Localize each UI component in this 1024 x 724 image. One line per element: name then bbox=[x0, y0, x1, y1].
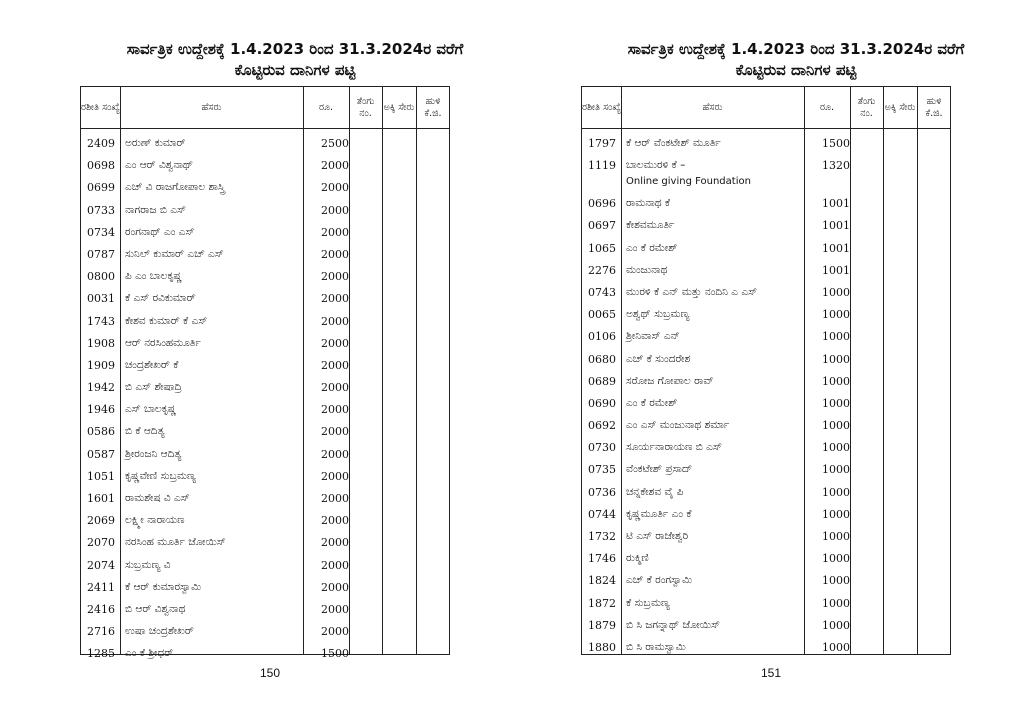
donation-amount: 2000 bbox=[321, 403, 349, 417]
receipt-number: 2416 bbox=[87, 602, 115, 616]
donor-name: ಲಕ್ಷ್ಮೀ ನಾರಾಯಣ bbox=[125, 514, 185, 527]
donor-name-cell bbox=[626, 219, 674, 232]
donor-name: ಅರುಣ್ ಕುಮಾರ್ bbox=[125, 137, 186, 149]
donor-name-cell bbox=[125, 315, 207, 328]
table-row bbox=[81, 467, 449, 489]
donor-name-cell bbox=[626, 641, 686, 654]
donor-name: ಸುನಿಲ್ ಕುಮಾರ್ ಎಚ್ ಎಸ್ bbox=[125, 247, 224, 260]
donation-amount: 1001 bbox=[822, 241, 850, 255]
donor-name: ಚಂದ್ರಶೇಖರ್ ಕೆ bbox=[125, 358, 179, 371]
donor-name-cell bbox=[125, 337, 201, 350]
donor-name-cell bbox=[626, 597, 670, 610]
donor-name-cell bbox=[125, 625, 194, 638]
donor-name-cell bbox=[125, 581, 201, 594]
donation-amount: 1000 bbox=[822, 507, 850, 521]
col-header-name: ಹೆಸರು bbox=[201, 101, 222, 113]
donor-name: ರಂಗನಾಥ್ ಎಂ ಎಸ್ bbox=[125, 225, 195, 238]
donor-name: ಚನ್ನಕೇಶವ ವೈ ಪಿ bbox=[626, 485, 684, 498]
table-row bbox=[81, 644, 449, 666]
donation-amount: 2000 bbox=[321, 203, 349, 217]
donor-name: ಎಂ ಕೆ ರಮೇಶ್ bbox=[626, 396, 678, 409]
receipt-number: 2276 bbox=[588, 263, 616, 277]
donor-name-cell bbox=[125, 292, 196, 305]
receipt-number: 1746 bbox=[588, 552, 616, 566]
page-title-line2: ಕೊಟ್ಟಿರುವ ದಾನಿಗಳ ಪಟ್ಟಿ bbox=[234, 61, 356, 79]
donor-name-cell bbox=[626, 486, 683, 499]
donation-amount: 1000 bbox=[822, 463, 850, 477]
table-row bbox=[582, 239, 950, 261]
donation-amount: 1000 bbox=[822, 352, 850, 366]
receipt-number: 0689 bbox=[588, 374, 616, 388]
table-row bbox=[81, 378, 449, 400]
col-header-rice: ಅಕ್ಕಿ ಸೇರು bbox=[383, 101, 415, 113]
receipt-number: 1824 bbox=[588, 574, 616, 588]
donation-amount: 2000 bbox=[321, 247, 349, 261]
donor-name-cell bbox=[125, 137, 186, 150]
table-row bbox=[582, 216, 950, 238]
donor-name: ಕೃಷ್ಣಮೂರ್ತಿ ಎಂ ಕೆ bbox=[626, 507, 692, 520]
donor-name-cell bbox=[626, 137, 721, 150]
donation-amount: 2000 bbox=[321, 358, 349, 372]
table-row bbox=[582, 134, 950, 156]
donation-amount: 1000 bbox=[822, 596, 850, 610]
donor-name: ಕೃಷ್ಣವೇಣಿ ಸುಬ್ರಮಣ್ಯ bbox=[125, 469, 196, 482]
receipt-number: 1872 bbox=[588, 596, 616, 610]
donor-name: ಸುಬ್ರಮಣ್ಯ ವಿ bbox=[125, 558, 171, 571]
donor-name: ನಾಗರಾಜ ಬಿ ಎಸ್ bbox=[125, 203, 186, 216]
donor-name-cell bbox=[125, 270, 182, 283]
col-header-name: ಹೆಸರು bbox=[702, 101, 723, 113]
donation-amount: 2000 bbox=[321, 558, 349, 572]
receipt-number: 0587 bbox=[87, 447, 115, 461]
donor-name-cell bbox=[626, 508, 691, 521]
donor-name: ಕೇಶವಮೂರ್ತಿ bbox=[626, 219, 675, 232]
receipt-number: 0697 bbox=[588, 219, 616, 233]
donation-amount: 1500 bbox=[321, 647, 349, 661]
table-row bbox=[81, 223, 449, 245]
receipt-number: 1942 bbox=[87, 381, 115, 395]
donor-name-cell bbox=[626, 197, 670, 210]
donor-name: ಪಿ ಎಂ ಬಾಲಕೃಷ್ಣ bbox=[125, 270, 183, 283]
table-row bbox=[582, 305, 950, 327]
donation-amount: 1000 bbox=[822, 618, 850, 632]
donor-name: ಬಾಲಮುರಳಿ ಕೆ – bbox=[626, 159, 686, 172]
donor-name-cell bbox=[626, 353, 690, 366]
table-row bbox=[81, 178, 449, 200]
donor-name: ರಾಮಶೇಷ ವಿ ಎಸ್ bbox=[125, 492, 190, 504]
receipt-number: 1797 bbox=[588, 137, 616, 150]
receipt-number: 0744 bbox=[588, 507, 616, 521]
donor-name-cell bbox=[125, 603, 185, 616]
donor-name: ಬಿ ಸಿ ಜಗನ್ನಾಥ್ ಜೋಯಿಸ್ bbox=[626, 618, 720, 631]
donor-name: ಟಿ ಎಸ್ ರಾಜೇಶ್ವರಿ bbox=[626, 530, 689, 542]
donor-name-cell bbox=[626, 441, 722, 454]
table-row bbox=[582, 394, 950, 416]
donor-name-cell bbox=[125, 559, 170, 572]
donor-name: ಬಿ ಕೆ ಆದಿತ್ಯ bbox=[125, 425, 165, 438]
donor-name: ರುಕ್ಮಿಣಿ bbox=[626, 552, 649, 565]
donation-amount: 1000 bbox=[822, 441, 850, 455]
receipt-number: 0735 bbox=[588, 463, 616, 477]
donor-name-line2: Online giving Foundation bbox=[626, 176, 751, 188]
donor-name: ಸೂರ್ಯನಾರಾಯಣ ಬಿ ಎಸ್ bbox=[626, 441, 722, 454]
donor-name-cell bbox=[125, 403, 176, 416]
table-row bbox=[81, 533, 449, 555]
table-row bbox=[81, 556, 449, 578]
donation-amount: 2000 bbox=[321, 602, 349, 616]
donor-name: ಎಂ ಎಸ್ ಮಂಜುನಾಥ ಶರ್ಮಾ bbox=[626, 419, 730, 432]
receipt-number: 2411 bbox=[87, 580, 115, 594]
donor-name-cell bbox=[626, 330, 680, 343]
table-row bbox=[81, 289, 449, 311]
donor-name-cell bbox=[125, 381, 182, 394]
donation-amount: 2000 bbox=[321, 270, 349, 284]
donation-amount: 1001 bbox=[822, 219, 850, 233]
table-row bbox=[81, 511, 449, 533]
donor-name: ಎಂ ಆರ್ ವಿಶ್ವನಾಥ್ bbox=[125, 159, 194, 172]
donor-name-cell bbox=[125, 647, 173, 660]
page-title-line2: ಕೊಟ್ಟಿರುವ ದಾನಿಗಳ ಪಟ್ಟಿ bbox=[735, 61, 857, 79]
donor-name-cell bbox=[626, 552, 649, 565]
donor-name-cell bbox=[626, 375, 713, 388]
table-row bbox=[81, 600, 449, 622]
table-row bbox=[582, 416, 950, 438]
donation-amount: 1000 bbox=[822, 640, 850, 654]
donor-name: ಮುರಳಿ ಕೆ ಎನ್ ಮತ್ತು ನಂದಿನಿ ಎ ಎಸ್ bbox=[626, 285, 758, 298]
donor-name-cell bbox=[125, 248, 224, 261]
table-row bbox=[81, 445, 449, 467]
donation-amount: 2000 bbox=[321, 580, 349, 594]
donor-name-cell bbox=[125, 181, 225, 194]
donation-amount: 1500 bbox=[822, 137, 850, 150]
receipt-number: 0692 bbox=[588, 419, 616, 433]
table-row bbox=[582, 549, 950, 571]
receipt-number: 0743 bbox=[588, 285, 616, 299]
receipt-number: 0787 bbox=[87, 247, 115, 261]
donor-name-cell bbox=[626, 463, 692, 476]
donor-name: ಅಶ್ವಥ್ ಸುಬ್ರಮಣ್ಯ bbox=[626, 308, 690, 321]
table-row bbox=[582, 638, 950, 660]
table-row bbox=[81, 578, 449, 600]
table-row bbox=[81, 156, 449, 178]
receipt-number: 0586 bbox=[87, 425, 115, 439]
donor-name: ಎಚ್ ಕೆ ಸುಂದರೇಶ bbox=[626, 352, 691, 365]
receipt-number: 2070 bbox=[87, 536, 115, 550]
donor-name-cell bbox=[125, 536, 226, 549]
col-header-amount: ರೂ. bbox=[318, 101, 334, 113]
table-row bbox=[81, 489, 449, 511]
receipt-number: 1051 bbox=[87, 469, 115, 483]
donor-name: ರಾಮನಾಥ ಕೆ bbox=[626, 197, 671, 210]
donation-amount: 2000 bbox=[321, 336, 349, 350]
table-row bbox=[582, 372, 950, 394]
donor-name-cell bbox=[125, 226, 194, 239]
donor-name-cell bbox=[626, 308, 689, 321]
table-rows bbox=[582, 134, 950, 660]
donor-name-cell bbox=[626, 530, 688, 543]
receipt-number: 0031 bbox=[87, 292, 115, 306]
receipt-number: 1601 bbox=[87, 492, 115, 505]
donation-amount: 1000 bbox=[822, 485, 850, 499]
donor-name: ಬಿ ಎಸ್ ಶೇಷಾದ್ರಿ bbox=[125, 381, 182, 394]
col-header-amount: ರೂ. bbox=[819, 101, 835, 113]
table-row bbox=[582, 483, 950, 505]
donation-amount: 2000 bbox=[321, 625, 349, 639]
receipt-number: 1065 bbox=[588, 241, 616, 255]
table-row bbox=[582, 261, 950, 283]
receipt-number: 0106 bbox=[588, 330, 616, 344]
donor-name: ಕೆ ಎಸ್ ರವಿಕುಮಾರ್ bbox=[125, 292, 196, 305]
receipt-number: 1946 bbox=[87, 403, 115, 417]
donor-name: ಶ್ರೀನಿವಾಸ್ ಎನ್ bbox=[626, 330, 680, 343]
table-row bbox=[81, 312, 449, 334]
donor-name-cell bbox=[626, 419, 729, 432]
donor-name-cell bbox=[125, 204, 186, 217]
donation-amount: 1000 bbox=[822, 374, 850, 388]
table-row bbox=[582, 594, 950, 616]
table-row bbox=[582, 350, 950, 372]
col-header-tamarind: ಹುಳಿ ಕೆ.ಜಿ. bbox=[925, 95, 943, 119]
donor-name-cell bbox=[626, 397, 677, 410]
table-row bbox=[582, 571, 950, 593]
table-row bbox=[81, 622, 449, 644]
donation-amount: 2000 bbox=[321, 292, 349, 306]
table-row bbox=[582, 616, 950, 638]
table-row bbox=[81, 267, 449, 289]
receipt-number: 0733 bbox=[87, 203, 115, 217]
page-title-line1: ಸಾರ್ವತ್ರಿಕ ಉದ್ದೇಶಕ್ಕೆ 1.4.2023 ರಿಂದ 31.3.2024ರ ವರೆಗೆ bbox=[126, 40, 464, 58]
donation-amount: 2000 bbox=[321, 447, 349, 461]
page-number: 151 bbox=[760, 666, 782, 680]
table-row bbox=[582, 283, 950, 305]
donation-amount: 1000 bbox=[822, 285, 850, 299]
col-header-receipt: ರಶೀತಿ ಸಂಖ್ಯೆ bbox=[81, 101, 120, 113]
receipt-number: 1908 bbox=[87, 336, 115, 350]
receipt-number: 0698 bbox=[87, 159, 115, 173]
table-row bbox=[582, 438, 950, 460]
donor-name: ಎಚ್ ಕೆ ರಂಗಸ್ವಾಮಿ bbox=[626, 574, 693, 587]
table-row bbox=[81, 245, 449, 267]
donor-name-cell bbox=[626, 159, 751, 187]
donor-name-cell bbox=[125, 514, 185, 527]
donation-amount: 1001 bbox=[822, 197, 850, 211]
donor-name: ಕೆ ಆರ್ ವೆಂಕಟೇಶ್ ಮೂರ್ತಿ bbox=[626, 137, 721, 149]
col-header-receipt: ರಶೀತಿ ಸಂಖ್ಯೆ bbox=[582, 101, 621, 113]
donor-table bbox=[581, 86, 951, 655]
donor-name-cell bbox=[626, 242, 677, 255]
table-row bbox=[81, 334, 449, 356]
donation-amount: 2000 bbox=[321, 159, 349, 173]
donor-name-cell bbox=[626, 619, 720, 632]
donor-name: ಸರೋಜ ಗೋಪಾಲ ರಾವ್ bbox=[626, 374, 714, 387]
receipt-number: 2409 bbox=[87, 137, 115, 150]
table-row bbox=[582, 327, 950, 349]
receipt-number: 1119 bbox=[588, 159, 616, 173]
receipt-number: 2069 bbox=[87, 514, 115, 528]
donor-name: ಬಿ ಸಿ ರಾಮಸ್ವಾಮಿ bbox=[626, 640, 686, 653]
receipt-number: 1743 bbox=[87, 314, 115, 328]
receipt-number: 2716 bbox=[87, 625, 115, 639]
donor-name: ಬಿ ಆರ್ ವಿಶ್ವನಾಥ bbox=[125, 602, 186, 615]
table-row bbox=[582, 156, 950, 194]
donor-name-cell bbox=[125, 359, 178, 372]
donor-name: ಕೆ ಆರ್ ಕುಮಾರಸ್ವಾಮಿ bbox=[125, 580, 202, 593]
donation-amount: 1000 bbox=[822, 530, 850, 543]
donation-amount: 1001 bbox=[822, 263, 850, 277]
donor-name: ವೆಂಕಟೇಶ್ ಪ್ರಸಾದ್ bbox=[626, 463, 693, 476]
receipt-number: 0696 bbox=[588, 197, 616, 211]
donor-name-cell bbox=[125, 425, 165, 438]
donor-name-cell bbox=[626, 264, 667, 277]
donor-name: ನರಸಿಂಹ ಮೂರ್ತಿ ಜೋಯಿಸ್ bbox=[125, 536, 226, 549]
table-row bbox=[81, 134, 449, 156]
col-header-coconut: ತೆಂಗು ನಂ. bbox=[857, 95, 876, 119]
receipt-number: 0734 bbox=[87, 225, 115, 239]
donation-amount: 2000 bbox=[321, 425, 349, 439]
donation-amount: 1000 bbox=[822, 574, 850, 588]
donor-name: ಮಂಜುನಾಥ bbox=[626, 263, 668, 276]
donation-amount: 2000 bbox=[321, 514, 349, 528]
col-header-rice: ಅಕ್ಕಿ ಸೇರು bbox=[884, 101, 916, 113]
donation-amount: 1000 bbox=[822, 308, 850, 322]
donation-amount: 2000 bbox=[321, 225, 349, 239]
donation-amount: 1000 bbox=[822, 552, 850, 566]
page-number: 150 bbox=[259, 666, 281, 680]
donor-name-cell bbox=[125, 492, 190, 505]
receipt-number: 1285 bbox=[87, 647, 115, 661]
receipt-number: 0699 bbox=[87, 181, 115, 195]
donation-amount: 2000 bbox=[321, 492, 349, 505]
receipt-number: 1880 bbox=[588, 640, 616, 654]
donation-amount: 2000 bbox=[321, 469, 349, 483]
donor-table bbox=[80, 86, 450, 661]
donor-name: ಎಂ ಕೆ ರಮೇಶ್ bbox=[626, 241, 678, 254]
table-row bbox=[81, 422, 449, 444]
page-title-line1: ಸಾರ್ವತ್ರಿಕ ಉದ್ದೇಶಕ್ಕೆ 1.4.2023 ರಿಂದ 31.3.2024ರ ವರೆಗೆ bbox=[627, 40, 965, 58]
donor-name: ಉಷಾ ಚಂದ್ರಶೇಖರ್ bbox=[125, 625, 194, 638]
donor-name: ಕೆ ಸುಬ್ರಮಣ್ಯ bbox=[626, 596, 670, 609]
col-header-coconut: ತೆಂಗು ನಂ. bbox=[356, 95, 375, 119]
donation-amount: 2000 bbox=[321, 314, 349, 328]
donor-name: ಎಂ ಕೆ ಶ್ರೀಧರ್ bbox=[125, 647, 174, 660]
donor-name: ಶ್ರೀರಂಜನಿ ಆದಿತ್ಯ bbox=[125, 447, 182, 460]
donor-name: ಎಚ್ ವಿ ರಾಜಗೋಪಾಲ ಶಾಸ್ತ್ರಿ bbox=[125, 181, 225, 194]
col-header-tamarind: ಹುಳಿ ಕೆ.ಜಿ. bbox=[424, 95, 442, 119]
table-row bbox=[582, 460, 950, 482]
receipt-number: 1732 bbox=[588, 530, 616, 543]
receipt-number: 1909 bbox=[87, 358, 115, 372]
donor-name-cell bbox=[125, 448, 181, 461]
table-row bbox=[582, 194, 950, 216]
donation-amount: 2000 bbox=[321, 181, 349, 195]
receipt-number: 0065 bbox=[588, 308, 616, 322]
donation-amount: 2000 bbox=[321, 381, 349, 395]
donation-amount: 1320 bbox=[822, 159, 850, 173]
table-row bbox=[582, 527, 950, 549]
receipt-number: 2074 bbox=[87, 558, 115, 572]
donation-amount: 1000 bbox=[822, 330, 850, 344]
table-row bbox=[81, 400, 449, 422]
donation-amount: 2500 bbox=[321, 137, 349, 150]
donor-name-cell bbox=[626, 286, 757, 299]
donor-name-cell bbox=[125, 470, 196, 483]
donation-amount: 1000 bbox=[822, 419, 850, 433]
receipt-number: 0800 bbox=[87, 270, 115, 284]
table-rows bbox=[81, 134, 449, 667]
donor-name: ಕೇಶವ ಕುಮಾರ್ ಕೆ ಎಸ್ bbox=[125, 314, 208, 327]
receipt-number: 0736 bbox=[588, 485, 616, 499]
donor-name: ಎಸ್ ಬಾಲಕೃಷ್ಣ bbox=[125, 403, 177, 416]
receipt-number: 0690 bbox=[588, 396, 616, 410]
donor-name-cell bbox=[626, 574, 692, 587]
receipt-number: 0730 bbox=[588, 441, 616, 455]
donation-amount: 1000 bbox=[822, 396, 850, 410]
donor-name-cell bbox=[125, 159, 193, 172]
table-row bbox=[81, 356, 449, 378]
donor-name: ಆರ್ ನರಸಿಂಹಮೂರ್ತಿ bbox=[125, 336, 201, 349]
table-row bbox=[81, 201, 449, 223]
receipt-number: 1879 bbox=[588, 618, 616, 632]
table-row bbox=[582, 505, 950, 527]
donation-amount: 2000 bbox=[321, 536, 349, 550]
receipt-number: 0680 bbox=[588, 352, 616, 366]
